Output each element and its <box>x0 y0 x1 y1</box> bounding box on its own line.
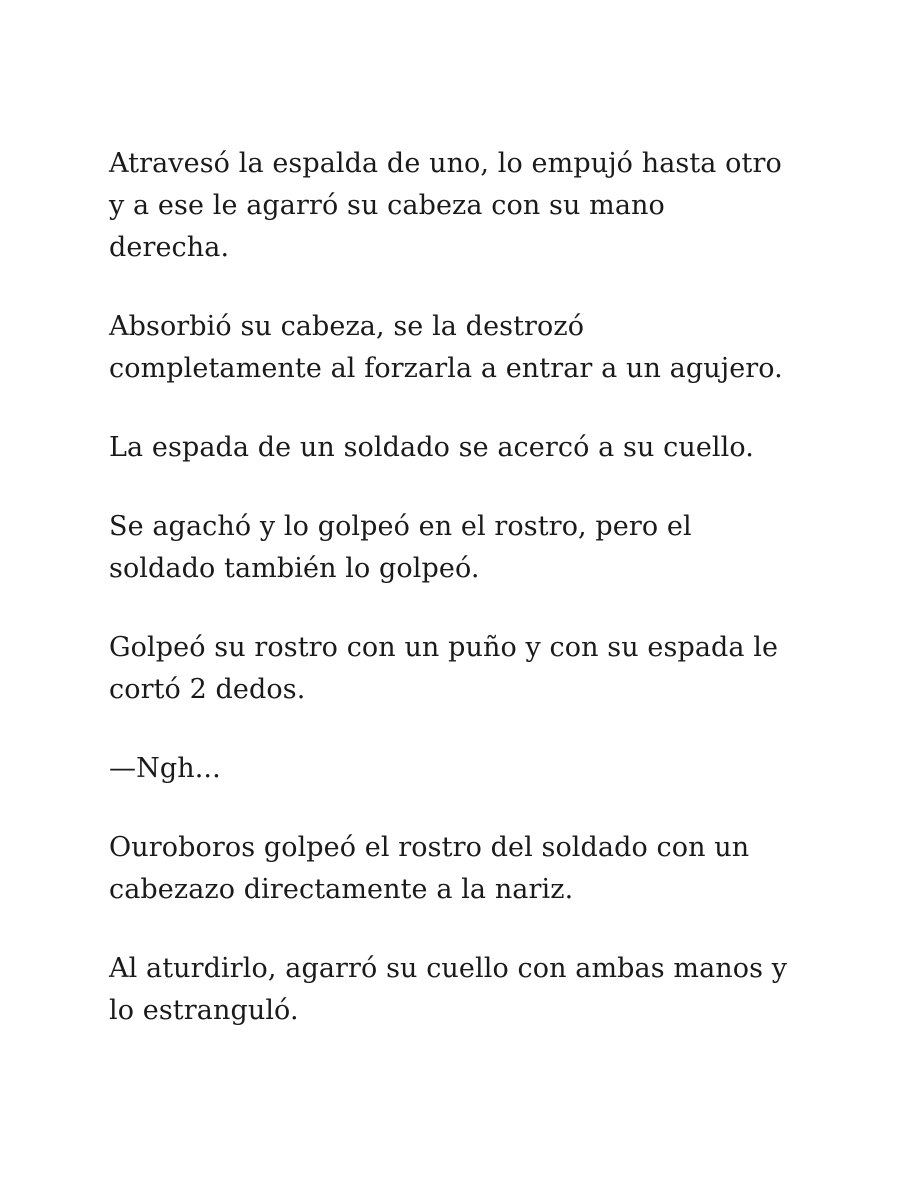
paragraph-1: Atravesó la espalda de uno, lo empujó hasta otro y a ese le agarró su cabeza con su mano derecha. <box>109 148 782 263</box>
paragraph-4: Se agachó y lo golpeó en el rostro, pero el soldado también lo golpeó. <box>109 511 692 584</box>
story-text <box>109 143 809 1069</box>
paragraph-6-dialogue: —Ngh... <box>109 753 221 784</box>
paragraph-8: Al aturdirlo, agarró su cuello con ambas manos y lo estranguló. <box>109 953 788 1026</box>
paragraph-3: La espada de un soldado se acercó a su cuello. <box>109 432 754 463</box>
paragraph-7: Ouroboros golpeó el rostro del soldado con un cabezazo directamente a la nariz. <box>109 832 750 905</box>
paragraph-5: Golpeó su rostro con un puño y con su espada le cortó 2 dedos. <box>109 632 779 705</box>
paragraph-2: Absorbió su cabeza, se la destrozó completamente al forzarla a entrar a un agujero. <box>109 311 783 384</box>
